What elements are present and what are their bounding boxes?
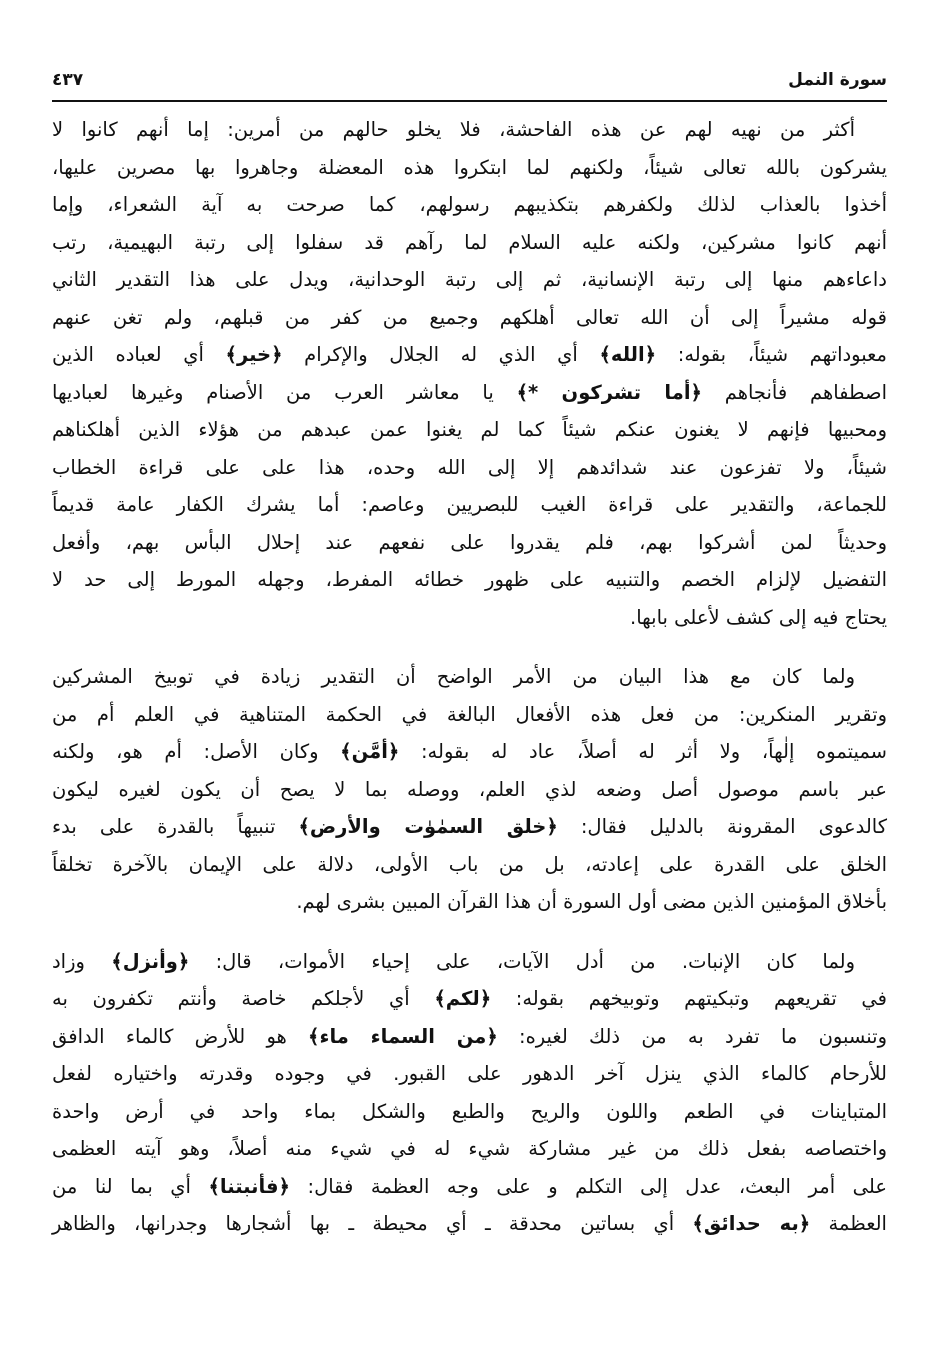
text-segment: في تقريعهم وتبكيتهم وتوبيخهم بقوله: [491, 987, 887, 1010]
quran-quote: ﴿فأنبتنا﴾ [208, 1174, 290, 1198]
text-line [52, 524, 887, 562]
paragraph [52, 658, 887, 921]
text-segment: وتقرير المنكرين: من فعل هذه الأفعال البالغة في الحكمة المتناهية في العلم أم من [52, 702, 887, 726]
text-segment: ولما كان الإنبات. من أدل الآيات، على إحياء الأموات، قال: [189, 949, 855, 973]
text-segment: اصطفاهم فأنجاهم [701, 380, 888, 404]
text-line [52, 1130, 887, 1168]
text-line [52, 561, 887, 599]
text-line [52, 111, 887, 149]
quran-quote: ﴿لكم﴾ [434, 987, 492, 1010]
text-segment: وزاد [52, 949, 112, 973]
text-line [52, 1168, 887, 1206]
text-segment: أكثر من نهيه لهم عن هذه الفاحشة، فلا يخلو حالهم من أمرين: إما أنهم كانوا لا [52, 118, 855, 141]
text-segment: بأخلاق المؤمنين الذين مضى أول السورة أن هذا القرآن المبين بشرى لهم. [296, 890, 887, 913]
text-line [52, 733, 887, 771]
text-line [52, 486, 887, 524]
text-segment: عبر باسم موصول أصل وضعه لذي العلم، ووصله بما لا يصح أن يكون لغيره ليكون [52, 777, 887, 801]
text-segment: يشركون بالله تعالى شيئاً، ولكنهم لما ابتكروا هذه المعضلة وجاهروا بها مصرين عليها، [52, 155, 887, 179]
running-header [52, 66, 887, 102]
text-segment: أي بساتين محدقة ـ أي محيطة ـ بها أشجارها وجدرانها، والظاهر [52, 1212, 693, 1235]
text-segment: يحتاج فيه إلى كشف لأعلى بابها. [630, 605, 887, 629]
text-segment: أي لعباده الذين [52, 343, 226, 366]
text-segment: للجماعة، والتقدير على قراءة الغيب للبصريين وعاصم: أما يشرك الكفار عامة قديماً [52, 493, 887, 516]
text-line [52, 808, 887, 846]
text-segment: يا معاشر العرب من الأصنام وغيرها لعباديها [52, 380, 517, 404]
text-segment: وتنسبون ما تفرد به من ذلك لغيره: [497, 1024, 887, 1048]
text-line [52, 1018, 887, 1056]
text-segment: واختصاصه بفعل ذلك من غير مشاركة شيء له في شيء منه أصلاً، وهو آيته العظمى [52, 1137, 887, 1160]
surah-title: سورة النمل [788, 70, 887, 90]
text-line [52, 771, 887, 809]
text-line [52, 943, 887, 981]
text-line [52, 449, 887, 487]
text-segment: أخذوا بالعذاب لذلك ولكفرهم بتكذيبهم رسولهم، كما صرحت به آية الشعراء، وإما [52, 193, 887, 216]
paragraph [52, 111, 887, 636]
text-segment: أي بما لنا من [52, 1174, 209, 1198]
text-segment: ومحبيها فإنهم لا يغنون عنكم شيئاً كما لم يغنوا عمن عبدهم من هؤلاء الذين أهلكناهم [52, 418, 887, 441]
text-segment: التفضيل لإلزام الخصم والتنبيه على ظهور خطائه المفرط، وجهله المورط إلى حد لا [52, 568, 887, 591]
text-segment: العظمة [810, 1212, 887, 1235]
text-segment: أي لأجلكم خاصة وأنتم تكفرون به [52, 987, 435, 1010]
text-line [52, 224, 887, 262]
quran-quote: ﴿الله﴾ [599, 343, 657, 366]
page-body-text [52, 111, 887, 1265]
text-line [52, 299, 887, 337]
text-line [52, 336, 887, 374]
text-segment: هو للأرض كالماء الدافق [52, 1024, 309, 1048]
text-segment: الخلق على القدرة على إعادته، بل من باب الأولى، دلالة على الإيمان بالآخرة تخلقاً [52, 852, 887, 876]
text-line [52, 1055, 887, 1093]
text-line [52, 599, 887, 637]
text-segment: شيئاً، ولا تفزعون عند شدائدهم إلا إلى الله وحده، هذا على على قراءة الخطاب [52, 455, 887, 479]
text-line [52, 883, 887, 921]
text-segment: داعاءهم منها إلى رتبة الإنسانية، ثم إلى رتبة الوحدانية، ويدل على هذا التقدير الثاني [52, 268, 887, 291]
text-line [52, 411, 887, 449]
text-segment: معبوداتهم شيئاً، بقوله: [656, 343, 887, 366]
text-segment: تنبيهاً بالقدرة على بدء [52, 815, 299, 838]
page-number: ٤٣٧ [52, 70, 84, 90]
text-line [52, 696, 887, 734]
text-line [52, 186, 887, 224]
text-line [52, 261, 887, 299]
text-segment: كالدعوى المقرونة بالدليل فقال: [557, 815, 887, 838]
text-segment: المتباينات في الطعم واللون والريح والطبع والشكل بماء واحد في أرض واحدة [52, 1099, 887, 1123]
text-line [52, 658, 887, 696]
text-segment: وكان الأصل: أم هو، ولكنه [52, 740, 341, 763]
text-segment: سميتموه إلٰهاً، ولا أثر له أصلاً، عاد له بقوله: [399, 740, 887, 763]
paragraph [52, 943, 887, 1243]
text-segment: للأرحام كالماء الذي ينزل آخر الدهور على القبور. في وجوده وقدرته واختياره لفعل [52, 1062, 887, 1085]
quran-quote: ﴿وأنزل﴾ [111, 949, 190, 973]
text-segment: على أمر البعث، عدل إلى التكلم و على وجه العظمة فقال: [289, 1174, 887, 1198]
text-line [52, 374, 887, 412]
text-segment: وحديثاً لمن أشركوا بهم، فلم يقدروا على نفعهم عند إحلال البأس بهم، وأفعل [52, 530, 887, 554]
text-segment: أنهم كانوا مشركين، ولكنه عليه السلام لما رآهم قد سفلوا إلى رتبة البهيمية، رتب [52, 230, 887, 254]
text-segment: أي الذي له الجلال والإكرام [282, 343, 600, 366]
text-segment: قوله مشيراً إلى أن الله تعالى أهلكهم وجميع من كفر من قبلهم، ولم تغن عنهم [52, 305, 887, 329]
quran-quote: ﴿خلق السمٰوٰت والأرض﴾ [298, 815, 558, 838]
text-segment: ولما كان مع هذا البيان من الأمر الواضح أن التقدير زيادة في توبيخ المشركين [52, 665, 855, 688]
text-line [52, 149, 887, 187]
quran-quote: ﴿أمَّن﴾ [340, 740, 400, 763]
quran-quote: ﴿أما تشركون *﴾ [516, 380, 702, 404]
quran-quote: ﴿من السماء ماء﴾ [308, 1024, 498, 1048]
quran-quote: ﴿به حدائق﴾ [692, 1212, 811, 1235]
text-line [52, 846, 887, 884]
text-line [52, 1093, 887, 1131]
text-line [52, 1205, 887, 1243]
quran-quote: ﴿خير﴾ [225, 343, 283, 366]
text-line [52, 980, 887, 1018]
